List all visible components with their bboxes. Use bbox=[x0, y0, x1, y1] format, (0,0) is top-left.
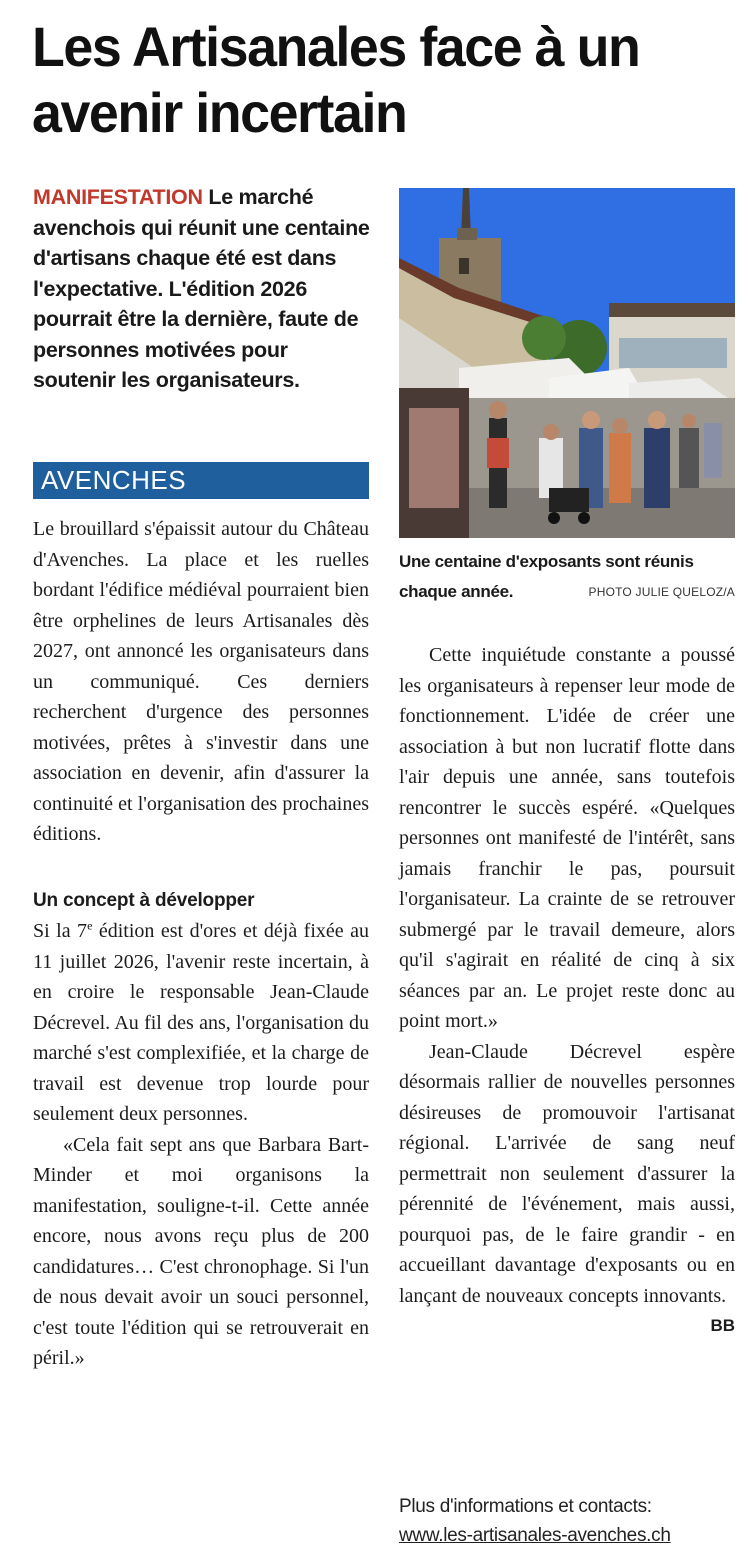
paragraph-2-start: Si la 7 bbox=[33, 920, 88, 942]
column-left bbox=[33, 514, 369, 1374]
photo-illustration bbox=[399, 188, 735, 538]
paragraph-3: «Cela fait sept ans que Barbara Bart-Minder et moi organisons la manifestation, souligne-t-il. Cette année encore, nous avons reçu plus de 200 candidatures… C'est chronophage. Si l'un de nous devait avoir un souci personnel, c'est toute l'édition qui se retrouverait en péril.» bbox=[33, 1133, 369, 1369]
paragraph-5-text: Jean-Claude Décrevel espère désormais rallier de nouvelles personnes désireuses de promouvoir l'artisanat régional. L'arrivée de sang neuf permettrait non seulement d'assurer la pérennité de l'événement, mais aussi, pourquoi pas, de le faire grandir - en accueillant davantage d'exposants ou en lançant de nouveaux concepts innovants. bbox=[399, 1040, 735, 1307]
market-photo bbox=[399, 188, 735, 538]
kicker: MANIFESTATION bbox=[33, 185, 203, 209]
paragraph-2 bbox=[33, 916, 369, 1130]
photo-caption-text: Une centaine d'exposants sont réunis chaque année. bbox=[399, 552, 694, 601]
website-link[interactable]: www.les-artisanales-avenches.ch bbox=[399, 1525, 671, 1546]
subhead: Un concept à développer bbox=[33, 889, 255, 911]
more-info-label: Plus d'informations et contacts: bbox=[399, 1496, 652, 1517]
paragraph-5 bbox=[399, 1037, 735, 1335]
lead-text: Le marché avenchois qui réunit une centaine d'artisans chaque été est dans l'expectative. L'édition 2026 pourrait être la dernière, faute de personnes motivées pour soutenir les organisateurs. bbox=[33, 185, 370, 392]
headline: Les Artisanales face à un avenir incertain bbox=[32, 15, 640, 144]
paragraph-4: Cette inquiétude constante a poussé les organisateurs à repenser leur mode de fonctionnement. L'idée de créer une association à but non lucratif flotte dans l'air depuis une année, sans toutefois rencontrer le succès espéré. «Quelques personnes ont manifesté de l'intérêt, sans jamais franchir le pas, poursuit l'organisateur. La crainte de se retrouver submergé par le travail demeure, alors qu'il s'agirait en réalité de cinq à six séances par an. Le projet reste donc au point mort.» bbox=[399, 644, 735, 1032]
intro-paragraph: Le brouillard s'épaissit autour du Château d'Avenches. La place et les ruelles bordant l'édifice médiéval pourraient bien être orphelines de leurs Artisanales dès 2027, ont annoncé les organisateurs dans un communiqué. Ces derniers recherchent d'urgence des personnes motivées, prêtes à s'investir dans une association en devenir, afin d'assurer la continuité et l'organisation des prochaines éditions. bbox=[33, 518, 369, 845]
superscript: e bbox=[87, 918, 93, 933]
photo-caption bbox=[399, 547, 735, 607]
location-bar: AVENCHES bbox=[33, 462, 369, 499]
column-right bbox=[399, 640, 735, 1342]
author-signature: BB bbox=[710, 1316, 735, 1335]
photo-credit: PHOTO JULIE QUELOZ/A bbox=[588, 585, 735, 599]
paragraph-2-rest: édition est d'ores et déjà fixée au 11 juillet 2026, l'avenir reste incertain, à en croire le responsable Jean-Claude Décrevel. Au fil des ans, l'organisation du marché s'est complexifiée, et la charge de travail est devenue trop lourde pour seulement deux personnes. bbox=[33, 920, 369, 1125]
more-info bbox=[399, 1492, 739, 1550]
lead-paragraph bbox=[33, 182, 373, 396]
